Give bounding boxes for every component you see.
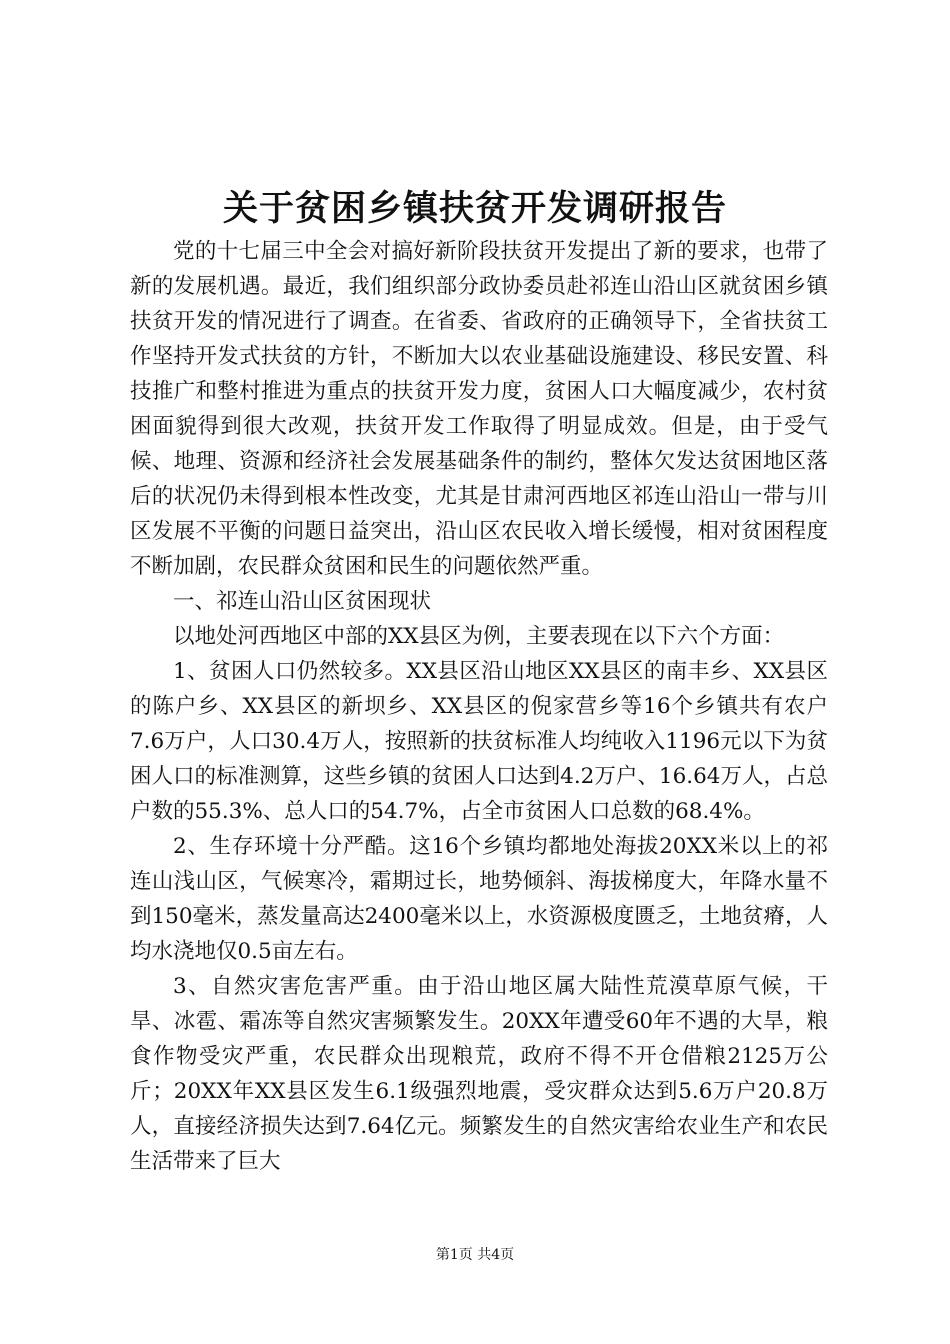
- paragraph-item-1: 1、贫困人口仍然较多。XX县区沿山地区XX县区的南丰乡、XX县区的陈户乡、XX县区的新坝乡、XX县区的倪家营乡等16个乡镇共有农户7.6万户，人口30.4万人，按照新的扶贫标准人均纯收入1196元以下为贫困人口的标准测算，这些乡镇的贫困人口达到4.2万户、16.64万人，占总户数的55.3%、总人口的54.7%，占全市贫困人口总数的68.4%。: [130, 659, 828, 824]
- paragraph-intro: 党的十七届三中全会对搞好新阶段扶贫开发提出了新的要求，也带了新的发展机遇。最近，我们组织部分政协委员赴祁连山沿山区就贫困乡镇扶贫开发的情况进行了调查。在省委、省政府的正确领导下，全省扶贫工作坚持开发式扶贫的方针，不断加大以农业基础设施建设、移民安置、科技推广和整村推进为重点的扶贫开发力度，贫困人口大幅度减少，农村贫困面貌得到很大改观，扶贫开发工作取得了明显成效。但是，由于受气候、地理、资源和经济社会发展基础条件的制约，整体欠发达贫困地区落后的状况仍未得到根本性改变，尤其是甘肃河西地区祁连山沿山一带与川区发展不平衡的问题日益突出，沿山区农民收入增长缓慢，相对贫困程度不断加剧，农民群众贫困和民生的问题依然严重。: [130, 239, 828, 579]
- document-body: [130, 234, 828, 1179]
- paragraph-overview: 以地处河西地区中部的XX县区为例，主要表现在以下六个方面：: [173, 624, 785, 649]
- section-heading: 一、祁连山沿山区贫困现状: [173, 589, 432, 614]
- page-number-footer: 第1页 共4页: [435, 1247, 515, 1263]
- paragraph-item-2: 2、生存环境十分严酷。这16个乡镇均都地处海拔20XX米以上的祁连山浅山区，气候寒冷，霜期过长，地势倾斜、海拔梯度大，年降水量不到150毫米，蒸发量高达2400毫米以上，水资源极度匮乏，土地贫瘠，人均水浇地仅0.5亩左右。: [130, 834, 828, 964]
- paragraph-item-3: 3、自然灾害危害严重。由于沿山地区属大陆性荒漠草原气候，干旱、冰雹、霜冻等自然灾害频繁发生。20XX年遭受60年不遇的大旱，粮食作物受灾严重，农民群众出现粮荒，政府不得不开仓借粮2125万公斤；20XX年XX县区发生6.1级强烈地震，受灾群众达到5.6万户20.8万人，直接经济损失达到7.64亿元。频繁发生的自然灾害给农业生产和农民生活带来了巨大: [130, 974, 828, 1174]
- document-title: 关于贫困乡镇扶贫开发调研报告: [222, 188, 727, 229]
